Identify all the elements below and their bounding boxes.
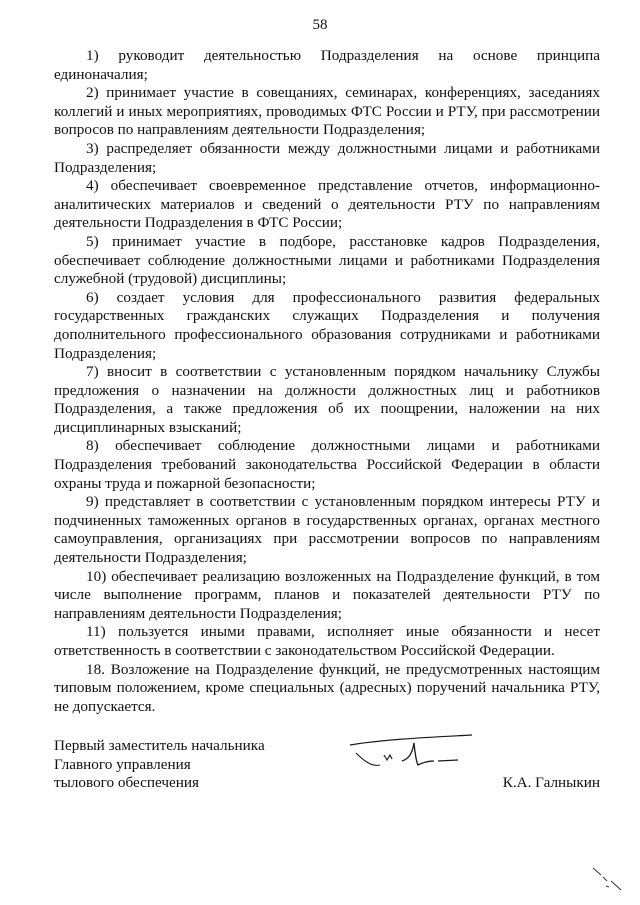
paragraph-5: 5) принимает участие в подборе, расстановке кадров Подразделения, обеспечивает соблюдение должностными лицами и работниками Подразделения служебной (трудовой) дисциплины;: [54, 232, 600, 288]
signatory-name: К.А. Галныкин: [502, 774, 600, 791]
paragraph-2: 2) принимает участие в совещаниях, семинарах, конференциях, заседаниях коллегий и иных мероприятиях, проводимых ФТС России и РТУ, при рассмотрении вопросов по направлениям деятельности Подразделения;: [54, 84, 600, 139]
paragraph-7: 7) вносит в соответствии с установленным порядком начальнику Службы предложения о назначении на должности должностных лиц и работников Подразделения, а также предложения об их поощрении, наложении на них дисциплинарных взысканий;: [54, 363, 600, 436]
signatory-position-line-3: тылового обеспечения: [54, 774, 200, 792]
signature-block: [54, 737, 600, 797]
page-number: 58: [312, 17, 328, 33]
paragraph-9: 9) представляет в соответствии с установленным порядком интересы РТУ и подчиненных таможенных органов в государственных органах, органах местного самоуправления, организациях при рассмотрении вопросов по направлениям деятельности Подразделения;: [54, 493, 600, 567]
paragraph-18: 18. Возложение на Подразделение функций, не предусмотренных настоящим типовым положением, кроме специальных (адресных) поручений начальника РТУ, не допускается.: [54, 660, 600, 715]
paragraph-3: 3) распределяет обязанности между должностными лицами и работниками Подразделения;: [54, 139, 600, 176]
document-body: [54, 47, 600, 716]
signatory-position: [54, 737, 265, 793]
paragraph-10: 10) обеспечивает реализацию возложенных на Подразделение функций, в том числе выполнение программ, планов и показателей деятельности РТУ по направлениям деятельности Подразделения;: [54, 567, 600, 622]
paragraph-1: 1) руководит деятельностью Подразделения на основе принципа единоначалия;: [54, 47, 600, 83]
signatory-position-line-1: Первый заместитель начальника: [54, 737, 265, 754]
handwritten-signature-icon: [346, 731, 476, 775]
paragraph-8: 8) обеспечивает соблюдение должностными лицами и работниками Подразделения требований законодательства Российской Федерации в области охраны труда и пожарной безопасности;: [54, 437, 600, 492]
corner-pen-mark-icon: [591, 866, 625, 892]
paragraph-6: 6) создает условия для профессионального развития федеральных государственных гражданских служащих Подразделения и получения дополнительного профессионального образования сотрудниками и работниками Подразделения;: [54, 288, 600, 362]
signatory-position-line-2: Главного управления: [54, 755, 191, 773]
paragraph-4: 4) обеспечивает своевременное представление отчетов, информационно-аналитических материалов и сведений о деятельности РТУ по направлениям деятельности Подразделения в ФТС России;: [54, 177, 600, 232]
paragraph-11: 11) пользуется иными правами, исполняет иные обязанности и несет ответственность в соответствии с законодательством Российской Федерации.: [54, 623, 600, 659]
